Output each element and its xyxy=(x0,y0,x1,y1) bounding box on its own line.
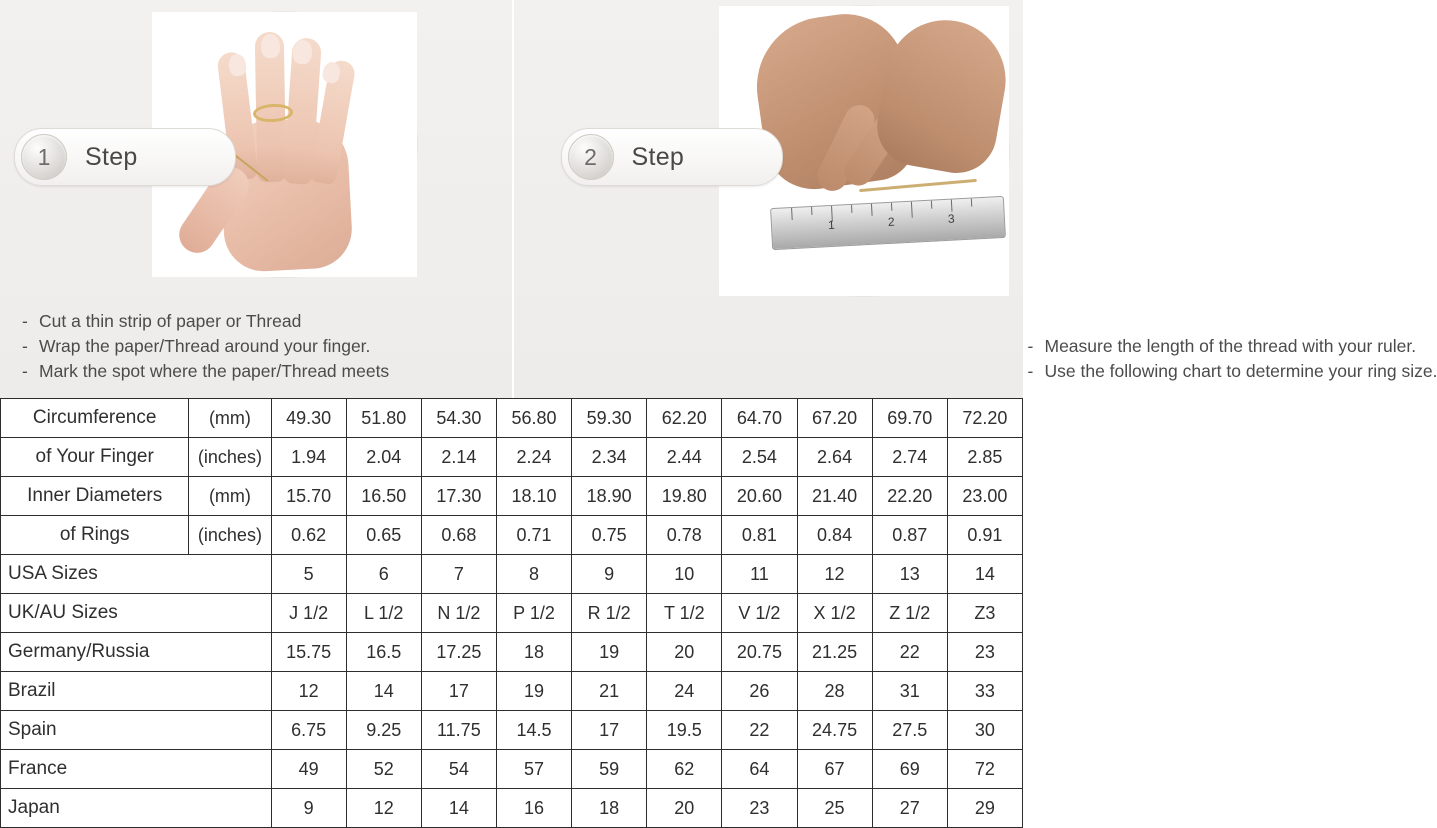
table-cell: 22 xyxy=(722,711,797,750)
table-cell: 15.70 xyxy=(271,477,346,516)
table-row xyxy=(1,789,1023,828)
table-cell: 51.80 xyxy=(346,399,421,438)
table-cell: 2.64 xyxy=(797,438,872,477)
table-cell: 49 xyxy=(271,750,346,789)
table-cell: 12 xyxy=(271,672,346,711)
table-cell: 0.62 xyxy=(271,516,346,555)
table-cell: V 1/2 xyxy=(722,594,797,633)
table-cell: 6 xyxy=(346,555,421,594)
table-cell: 20 xyxy=(647,789,722,828)
table-cell: 21 xyxy=(572,672,647,711)
table-cell: 20 xyxy=(647,633,722,672)
table-cell: 9 xyxy=(271,789,346,828)
row-label: UK/AU Sizes xyxy=(1,594,272,633)
table-cell: T 1/2 xyxy=(647,594,722,633)
table-cell: 69 xyxy=(872,750,947,789)
table-cell: 30 xyxy=(947,711,1022,750)
row-label: France xyxy=(1,750,272,789)
table-cell: 19 xyxy=(572,633,647,672)
table-row xyxy=(1,438,1023,477)
list-item: - Mark the spot where the paper/Thread meets xyxy=(22,359,502,384)
table-cell: 0.65 xyxy=(346,516,421,555)
ruler-mark-2: 2 xyxy=(887,215,894,229)
table-cell: 18 xyxy=(572,789,647,828)
row-label: USA Sizes xyxy=(1,555,272,594)
table-cell: 62 xyxy=(647,750,722,789)
table-row xyxy=(1,399,1023,438)
table-cell: 67.20 xyxy=(797,399,872,438)
table-cell: 1.94 xyxy=(271,438,346,477)
table-cell: 54.30 xyxy=(421,399,496,438)
table-cell: 18.90 xyxy=(572,477,647,516)
table-cell: 2.44 xyxy=(647,438,722,477)
table-cell: 72 xyxy=(947,750,1022,789)
table-cell: 10 xyxy=(647,555,722,594)
table-cell: 72.20 xyxy=(947,399,1022,438)
table-cell: J 1/2 xyxy=(271,594,346,633)
table-cell: 6.75 xyxy=(271,711,346,750)
table-cell: 2.85 xyxy=(947,438,1022,477)
step-1-panel xyxy=(0,0,512,398)
table-cell: 26 xyxy=(722,672,797,711)
table-cell: 59 xyxy=(572,750,647,789)
list-item: - Cut a thin strip of paper or Thread xyxy=(22,309,502,334)
table-body xyxy=(1,399,1023,828)
table-cell: 24.75 xyxy=(797,711,872,750)
table-cell: 7 xyxy=(421,555,496,594)
table-cell: 28 xyxy=(797,672,872,711)
row-unit: (mm) xyxy=(189,477,271,516)
row-label: of Rings xyxy=(1,516,189,555)
table-cell: Z3 xyxy=(947,594,1022,633)
table-cell: L 1/2 xyxy=(346,594,421,633)
table-cell: 18.10 xyxy=(496,477,571,516)
table-cell: 0.75 xyxy=(572,516,647,555)
table-cell: 14 xyxy=(947,555,1022,594)
table-cell: 29 xyxy=(947,789,1022,828)
step-2-number: 2 xyxy=(568,134,614,180)
table-cell: 23 xyxy=(722,789,797,828)
table-cell: 27.5 xyxy=(872,711,947,750)
table-cell: 24 xyxy=(647,672,722,711)
step-2-label: Step xyxy=(632,143,685,172)
step-1-badge xyxy=(14,128,236,186)
table-cell: 17 xyxy=(572,711,647,750)
row-label: Japan xyxy=(1,789,272,828)
row-label: Brazil xyxy=(1,672,272,711)
table-cell: 17 xyxy=(421,672,496,711)
table-cell: 11 xyxy=(722,555,797,594)
table-cell: 64 xyxy=(722,750,797,789)
table-cell: 17.25 xyxy=(421,633,496,672)
table-cell: 23.00 xyxy=(947,477,1022,516)
table-cell: 14.5 xyxy=(496,711,571,750)
step-1-bullet-3: Mark the spot where the paper/Thread meets xyxy=(39,361,389,381)
table-cell: Z 1/2 xyxy=(872,594,947,633)
table-cell: 8 xyxy=(496,555,571,594)
step-2-bullet-1: Measure the length of the thread with your ruler. xyxy=(1045,336,1417,356)
table-row xyxy=(1,477,1023,516)
step-1-bullet-1: Cut a thin strip of paper or Thread xyxy=(39,311,301,331)
table-cell: 0.71 xyxy=(496,516,571,555)
ruler-mark-3: 3 xyxy=(947,212,954,226)
table-cell: 0.87 xyxy=(872,516,947,555)
table-cell: 19.5 xyxy=(647,711,722,750)
table-cell: 54 xyxy=(421,750,496,789)
table-cell: 18 xyxy=(496,633,571,672)
table-row xyxy=(1,711,1023,750)
table-cell: 21.40 xyxy=(797,477,872,516)
table-cell: 21.25 xyxy=(797,633,872,672)
row-label: Inner Diameters xyxy=(1,477,189,516)
table-cell: 17.30 xyxy=(421,477,496,516)
step-1-label: Step xyxy=(85,143,138,172)
table-cell: 15.75 xyxy=(271,633,346,672)
step-2-badge xyxy=(561,128,783,186)
step-2-panel: 1 2 3 2 Step - Measure the length of the thread with your ruler. - Use the following chart to determine your ring size. xyxy=(512,0,1024,398)
table-cell: 27 xyxy=(872,789,947,828)
table-cell: 2.54 xyxy=(722,438,797,477)
table-cell: 11.75 xyxy=(421,711,496,750)
table-cell: 31 xyxy=(872,672,947,711)
table-row xyxy=(1,672,1023,711)
table-cell: P 1/2 xyxy=(496,594,571,633)
table-cell: 19.80 xyxy=(647,477,722,516)
table-cell: 9.25 xyxy=(346,711,421,750)
table-cell: 56.80 xyxy=(496,399,571,438)
table-row xyxy=(1,633,1023,672)
table-cell: 2.24 xyxy=(496,438,571,477)
row-label: Germany/Russia xyxy=(1,633,272,672)
table-cell: 0.84 xyxy=(797,516,872,555)
table-cell: 0.78 xyxy=(647,516,722,555)
table-cell: 49.30 xyxy=(271,399,346,438)
table-cell: 16.50 xyxy=(346,477,421,516)
table-cell: N 1/2 xyxy=(421,594,496,633)
table-cell: 59.30 xyxy=(572,399,647,438)
table-cell: 22 xyxy=(872,633,947,672)
ruler-mark-1: 1 xyxy=(827,218,834,232)
table-cell: 16.5 xyxy=(346,633,421,672)
table-cell: 23 xyxy=(947,633,1022,672)
row-label: of Your Finger xyxy=(1,438,189,477)
table-cell: 62.20 xyxy=(647,399,722,438)
table-cell: 0.81 xyxy=(722,516,797,555)
table-cell: 9 xyxy=(572,555,647,594)
table-cell: R 1/2 xyxy=(572,594,647,633)
step-1-bullet-2: Wrap the paper/Thread around your finger. xyxy=(39,336,370,356)
table-cell: 0.91 xyxy=(947,516,1022,555)
table-cell: 69.70 xyxy=(872,399,947,438)
row-label: Spain xyxy=(1,711,272,750)
size-chart-section xyxy=(0,398,1023,828)
table-cell: 20.60 xyxy=(722,477,797,516)
table-cell: 25 xyxy=(797,789,872,828)
table-row xyxy=(1,555,1023,594)
table-cell: 20.75 xyxy=(722,633,797,672)
instructions-section xyxy=(0,0,1023,398)
row-label: Circumference xyxy=(1,399,189,438)
table-cell: 2.34 xyxy=(572,438,647,477)
table-cell: 5 xyxy=(271,555,346,594)
table-row xyxy=(1,594,1023,633)
table-cell: 14 xyxy=(346,672,421,711)
table-cell: 2.04 xyxy=(346,438,421,477)
table-cell: 67 xyxy=(797,750,872,789)
table-cell: 0.68 xyxy=(421,516,496,555)
step-1-number: 1 xyxy=(21,134,67,180)
table-row xyxy=(1,516,1023,555)
row-unit: (inches) xyxy=(189,438,271,477)
table-cell: 22.20 xyxy=(872,477,947,516)
step-1-bullets xyxy=(22,309,502,384)
table-cell: 13 xyxy=(872,555,947,594)
table-cell: 33 xyxy=(947,672,1022,711)
table-cell: 64.70 xyxy=(722,399,797,438)
table-cell: X 1/2 xyxy=(797,594,872,633)
row-unit: (inches) xyxy=(189,516,271,555)
step-2-bullet-2: Use the following chart to determine your ring size. xyxy=(1045,361,1437,381)
table-cell: 19 xyxy=(496,672,571,711)
table-cell: 14 xyxy=(421,789,496,828)
table-row xyxy=(1,750,1023,789)
ring-size-table xyxy=(0,398,1023,828)
table-cell: 12 xyxy=(346,789,421,828)
row-unit: (mm) xyxy=(189,399,271,438)
list-item: - Wrap the paper/Thread around your finger. xyxy=(22,334,502,359)
table-cell: 12 xyxy=(797,555,872,594)
table-cell: 2.14 xyxy=(421,438,496,477)
table-cell: 16 xyxy=(496,789,571,828)
table-cell: 52 xyxy=(346,750,421,789)
table-cell: 2.74 xyxy=(872,438,947,477)
table-cell: 57 xyxy=(496,750,571,789)
